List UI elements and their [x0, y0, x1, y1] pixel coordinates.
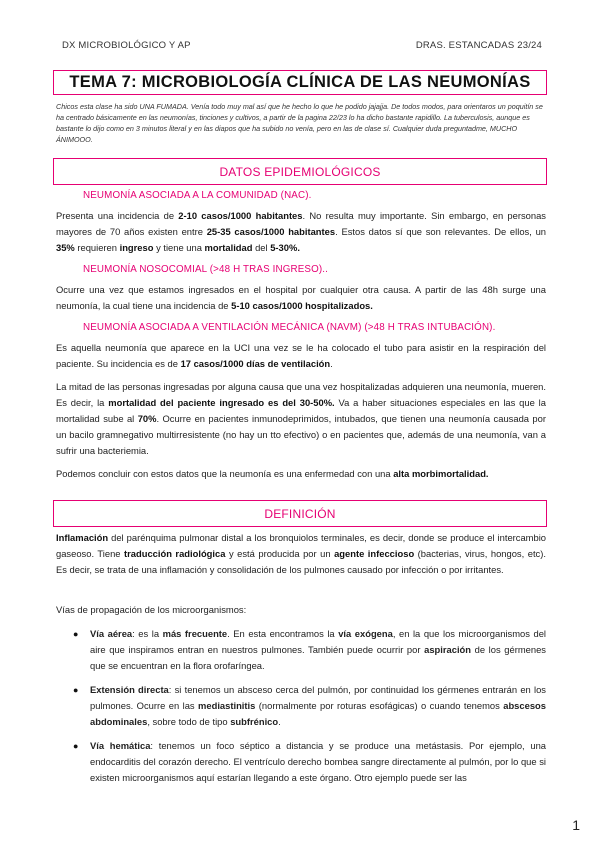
document-title: TEMA 7: MICROBIOLOGÍA CLÍNICA DE LAS NEUMONÍAS	[53, 70, 547, 95]
paragraph-nosocomial: Ocurre una vez que estamos ingresados en el hospital por cualquier otra causa. A partir de las 48h surge una neumonía, la cual tiene una incidencia de 5-10 casos/1000 hospitalizados.	[56, 284, 546, 311]
paragraph-nac: Presenta una incidencia de 2-10 casos/1000 habitantes. No resulta muy importante. Sin embargo, en personas mayores de 70 años existen entre 25-35 casos/1000 habitantes. Estos datos sí que son relevantes. De ellos, un 35% requieren ingreso y tiene una mortalidad del 5-30%.	[56, 210, 546, 253]
bullet-icon: ●	[73, 741, 79, 751]
page-number: 1	[572, 817, 580, 833]
bullet-hematic: Vía hemática: tenemos un foco séptico a distancia y se produce una metástasis. Por ejemplo, una endocarditis del corazón derecho. El ventrículo derecho bombea sangre directamente al pulmón, por lo que si existen microorganismos aquí estarían llegando a este órgano. Otro ejemplo puede ser las	[90, 740, 547, 783]
bullet-airway: Vía aérea: es la más frecuente. En esta encontramos la vía exógena, en la que los microorganismos del aire que inspiramos entran en nuestros pulmones. También puede ocurrir por aspiración de los gérmenes que se encuentran en la flora orofaríngea.	[90, 628, 546, 671]
section-heading-epidemiology: DATOS EPIDEMIOLÓGICOS	[53, 158, 547, 185]
paragraph-mortality: La mitad de las personas ingresadas por alguna causa que una vez hospitalizadas adquieren una neumonía, mueren. Es decir, la mortalidad del paciente ingresado es del 30-50%. Va a haber situaciones especiales en las que la mortalidad sube al 70%. Ocurre en pacientes inmunodeprimidos, intubados, que tienen una neumonía causada por un bacilo gramnegativo multirresistente (no hay un tto efectivo) o en pacientes que, además de una neumonía, van a sufrir una bacteriemia.	[56, 381, 546, 456]
subheading-nosocomial: NEUMONÍA NOSOCOMIAL (>48 H TRAS INGRESO)..	[83, 264, 329, 275]
header-authors: DRAS. ESTANCADAS 23/24	[415, 40, 542, 51]
paragraph-conclusion: Podemos concluir con estos datos que la neumonía es una enfermedad con una alta morbimortalidad.	[56, 468, 489, 479]
header-course: DX MICROBIOLÓGICO Y AP	[62, 40, 191, 51]
subheading-nac: NEUMONÍA ASOCIADA A LA COMUNIDAD (NAC).	[83, 190, 312, 201]
paragraph-navm: Es aquella neumonía que aparece en la UCI una vez se le ha colocado el tubo para asistir en la respiración del paciente. Su incidencia es de 17 casos/1000 días de ventilación.	[56, 342, 546, 369]
paragraph-definition: Inflamación del parénquima pulmonar distal a los bronquiolos terminales, es decir, donde se produce el intercambio gaseoso. Tiene traducción radiológica y está producida por un agente infeccioso (bacterias, virus, hongos, etc). Es decir, se trata de una inflamación y consolidación de los pulmones causado por infección o por irritantes.	[56, 532, 546, 575]
bullet-icon: ●	[73, 685, 79, 695]
intro-note: Chicos esta clase ha sido UNA FUMADA. Venía todo muy mal así que he hecho lo que he podido jajajja. De todos modos, para orientaros un poquitín se ha centrado básicamente en las neumonías, tinciones y cultivos, a partir de la pagina 22/23 lo ha dicho bastante rapidillo. La tuberculosis, aunque es bastante lo dijo como en 3 minutos literal y en las diapos que ha subido no venía, pero en las de clase sí. Cualquier duda preguntadme, MUCHO ÁNIMOOO.	[56, 102, 543, 144]
bullet-icon: ●	[73, 629, 79, 639]
bullet-direct-extension: Extensión directa: si tenemos un absceso cerca del pulmón, por continuidad los gérmenes entrarán en los pulmones. Ocurre en las mediastinitis (normalmente por roturas esofágicas) o cuando tenemos abscesos abdominales, sobre todo de tipo subfrénico.	[90, 684, 546, 727]
propagation-intro: Vías de propagación de los microorganismos:	[56, 604, 247, 615]
subheading-navm: NEUMONÍA ASOCIADA A VENTILACIÓN MECÁNICA (NAVM) (>48 H TRAS INTUBACIÓN).	[83, 322, 496, 333]
section-heading-definition: DEFINICIÓN	[53, 500, 547, 527]
